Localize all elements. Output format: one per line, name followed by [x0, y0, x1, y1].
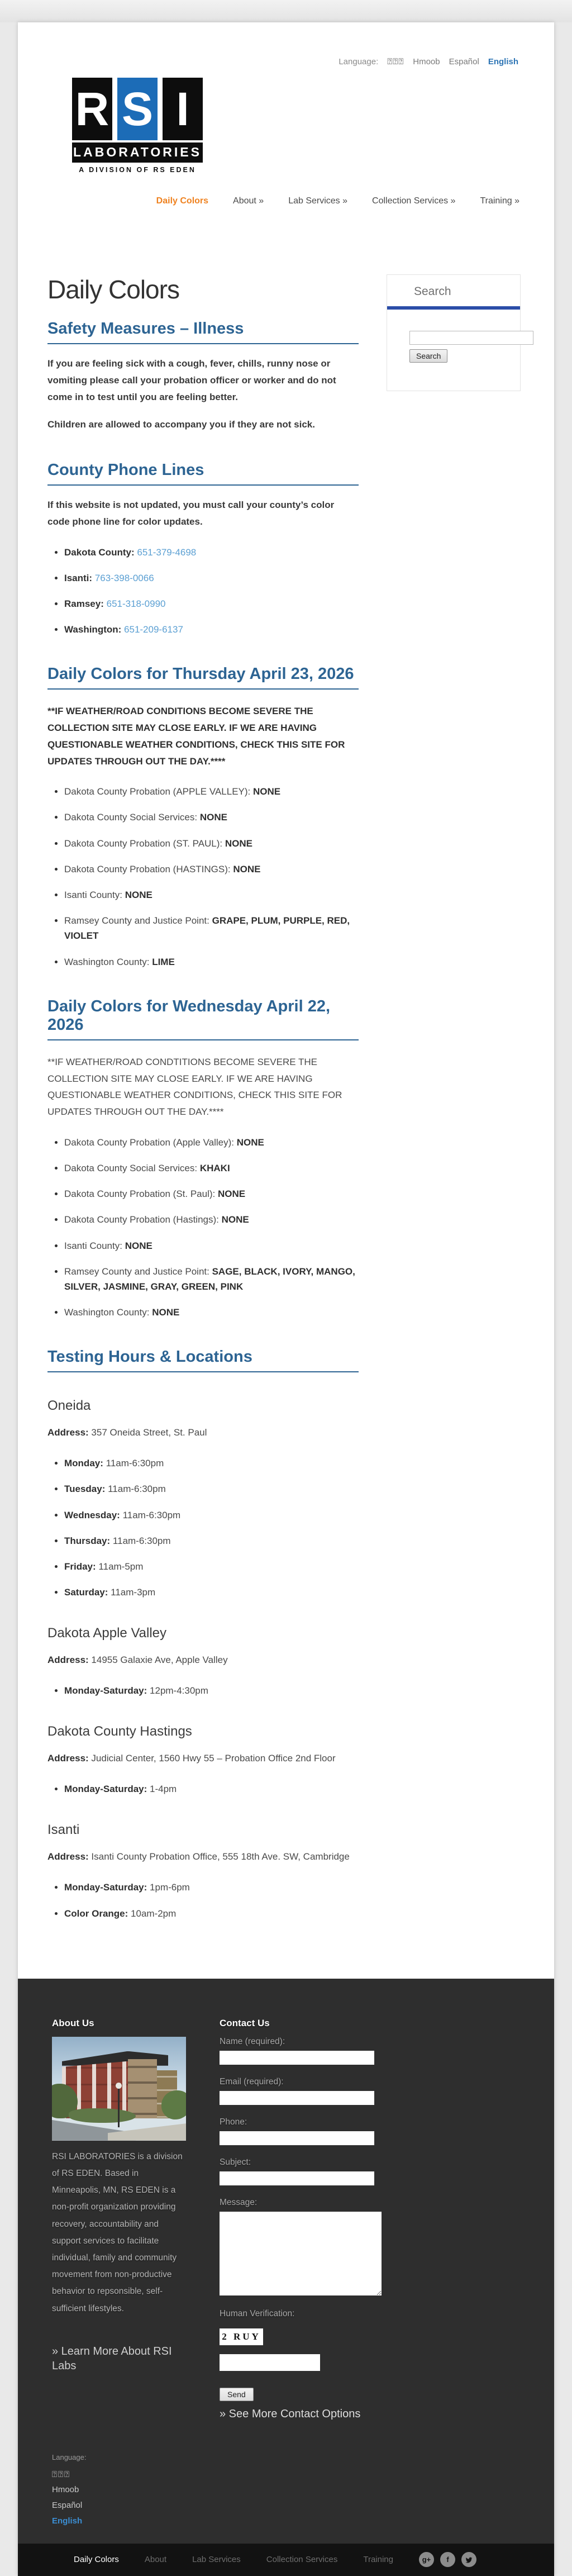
color-value: KHAKI	[199, 1162, 230, 1173]
site-label: Dakota County Probation (ST. PAUL):	[64, 838, 223, 849]
section-title-wednesday: Daily Colors for Wednesday April 22, 2026	[47, 997, 359, 1040]
phone-link[interactable]: 651-318-0990	[106, 598, 166, 609]
site-label: Isanti County:	[64, 890, 122, 900]
county-name: Dakota County:	[64, 546, 135, 558]
phone-link[interactable]: 651-209-6137	[124, 624, 183, 635]
color-item	[64, 1305, 359, 1320]
building-photo	[52, 2037, 186, 2141]
logo-letter-s: S	[117, 78, 158, 140]
hours-item	[64, 1508, 359, 1523]
hours-item	[64, 1585, 359, 1600]
hours-item	[64, 1683, 359, 1698]
address-value: 357 Oneida Street, St. Paul	[91, 1427, 207, 1438]
captcha-input[interactable]	[220, 2354, 320, 2371]
bottom-nav-about[interactable]: About	[144, 2555, 167, 2565]
county-name: Washington:	[64, 624, 122, 635]
site-label: Dakota County Social Services:	[64, 812, 198, 823]
wednesday-weather-warning: **IF WEATHER/ROAD CONDTITIONS BECOME SEVERE THE COLLECTION SITE MAY CLOSE EARLY. IF WE ARE HAVING QUESTIONABLE WEATHER CONDITIONS, CHECK THIS SITE FOR UPDATES THROUGH OUT THE DAY.****	[47, 1056, 342, 1117]
footer-language-link-english[interactable]: English	[52, 2516, 83, 2526]
county-name: Isanti:	[64, 572, 93, 583]
contact-form	[220, 2037, 387, 2421]
color-item	[64, 784, 359, 799]
logo-letter-i: I	[163, 78, 203, 140]
message-label: Message:	[220, 2197, 258, 2207]
location-name-isanti: Isanti	[47, 1822, 80, 1838]
color-value: NONE	[152, 1307, 180, 1318]
address-label: Address:	[47, 1655, 89, 1666]
color-value: GRAPE, PLUM, PURPLE, RED, VIOLET	[64, 915, 350, 942]
photo-tree-right	[161, 2090, 186, 2119]
bottom-nav-training[interactable]: Training	[363, 2555, 393, 2565]
phone-item	[64, 571, 359, 586]
google-plus-icon[interactable]: g+	[419, 2552, 434, 2567]
color-item	[64, 1186, 359, 1201]
site-label: Isanti County:	[64, 1240, 122, 1251]
color-item	[64, 836, 359, 851]
color-value: NONE	[217, 1189, 246, 1200]
phone-label: Phone:	[220, 2117, 247, 2127]
location-name-dakota-apple-valley: Dakota Apple Valley	[47, 1626, 167, 1641]
page-card	[18, 22, 554, 2576]
hours-item	[64, 1781, 359, 1796]
color-value: NONE	[253, 786, 281, 797]
hours-value: 11am-5pm	[98, 1561, 144, 1572]
rsi-logo[interactable]	[72, 78, 203, 174]
location-address	[47, 1652, 359, 1669]
twitter-icon[interactable]	[461, 2552, 476, 2567]
footer-language-link-unrendered[interactable]: ⍰⍰⍰	[52, 2469, 71, 2479]
contact-us-title: Contact Us	[220, 2017, 270, 2028]
name-label: Name (required):	[220, 2036, 285, 2046]
hours-value: 12pm-4:30pm	[150, 1685, 208, 1696]
phone-link[interactable]: 651-379-4698	[137, 546, 197, 558]
site-label: Dakota County Probation (HASTINGS):	[64, 863, 231, 874]
hours-value: 1-4pm	[150, 1784, 177, 1795]
day-label: Friday:	[64, 1561, 96, 1572]
color-item	[64, 887, 359, 902]
footer-language-link-espanol[interactable]: Español	[52, 2501, 83, 2511]
thursday-color-list	[47, 784, 359, 969]
color-item	[64, 1161, 359, 1176]
location-address	[47, 1849, 359, 1865]
hours-list-apple-valley	[47, 1683, 359, 1698]
site-label: Dakota County Social Services:	[64, 1162, 198, 1173]
hours-item	[64, 1880, 359, 1895]
color-value: NONE	[125, 890, 152, 900]
email-field[interactable]	[220, 2091, 374, 2105]
phone-item	[64, 622, 359, 637]
subject-field[interactable]	[220, 2171, 374, 2185]
content-area	[18, 206, 554, 1979]
day-label: Saturday:	[64, 1587, 108, 1598]
hours-item	[64, 1559, 359, 1574]
about-us-text: RSI LABORATORIES is a division of RS EDEN. Based in Minneapolis, MN, RS EDEN is a non-profit organization providing recovery, accountability and support services to facilitate individual, family and community movement from non-productive behavior to repsonsible, self-sufficient lifestyles.	[52, 2151, 183, 2313]
logo-letter-r: R	[72, 78, 112, 140]
hours-value: 10am-2pm	[131, 1908, 177, 1919]
color-value: NONE	[236, 1137, 264, 1148]
county-phone-list	[47, 545, 359, 638]
section-title-safety: Safety Measures – Illness	[47, 320, 359, 344]
hours-list-oneida	[47, 1456, 359, 1600]
hours-list-hastings	[47, 1781, 359, 1796]
location-address	[47, 1751, 359, 1767]
thursday-weather-warning: **IF WEATHER/ROAD CONDITIONS BECOME SEVERE THE COLLECTION SITE MAY CLOSE EARLY. IF WE ARE HAVING QUESTIONABLE WEATHER CONDITIONS, CHECK THIS SITE FOR UPDATES THROUGH OUT THE DAY.****	[47, 706, 345, 767]
facebook-icon[interactable]: f	[440, 2552, 455, 2567]
site-label: Dakota County Probation (Hastings):	[64, 1214, 219, 1225]
address-value: Judicial Center, 1560 Hwy 55 – Probation Office 2nd Floor	[91, 1753, 336, 1764]
site-label: Dakota County Probation (APPLE VALLEY):	[64, 786, 251, 797]
section-title-county-phone-lines: County Phone Lines	[47, 461, 359, 486]
county-name: Ramsey:	[64, 598, 104, 609]
hours-list-isanti	[47, 1880, 359, 1921]
site-label: Washington County:	[64, 956, 150, 967]
phone-item	[64, 545, 359, 560]
rsi-logo-tiles	[72, 78, 203, 140]
day-label: Monday-Saturday:	[64, 1685, 147, 1696]
color-item	[64, 810, 359, 825]
subject-label: Subject:	[220, 2157, 251, 2167]
nav-lab-services[interactable]: Lab Services »	[288, 196, 348, 206]
hours-value: 11am-3pm	[111, 1587, 156, 1598]
search-input[interactable]	[409, 331, 533, 345]
color-item	[64, 954, 359, 969]
section-title-thursday: Daily Colors for Thursday April 23, 2026	[47, 665, 359, 690]
language-link-english[interactable]: English	[488, 57, 518, 66]
site-footer	[18, 1979, 554, 2544]
day-label: Wednesday:	[64, 1509, 120, 1520]
social-links	[419, 2552, 476, 2567]
location-name-oneida: Oneida	[47, 1398, 91, 1414]
about-us-title: About Us	[52, 2017, 94, 2028]
day-label: Color Orange:	[64, 1908, 128, 1919]
site-label: Ramsey County and Justice Point:	[64, 915, 209, 926]
phone-link[interactable]: 763-398-0066	[94, 572, 154, 583]
county-intro: If this website is not updated, you must call your county’s color code phone line for color updates.	[47, 500, 335, 527]
bottom-nav	[74, 2555, 393, 2564]
nav-daily-colors[interactable]: Daily Colors	[156, 196, 209, 206]
photo-bushes	[69, 2108, 136, 2123]
color-value: NONE	[221, 1214, 249, 1225]
site-label: Dakota County Probation (Apple Valley):	[64, 1137, 234, 1148]
language-link-hmoob[interactable]: Hmoob	[413, 57, 440, 66]
bottom-nav-daily-colors[interactable]: Daily Colors	[74, 2555, 119, 2565]
language-link-espanol[interactable]: Español	[449, 57, 479, 66]
nav-collection-services[interactable]: Collection Services »	[372, 196, 456, 206]
bottom-bar	[18, 2544, 554, 2576]
hours-item	[64, 1906, 359, 1921]
hours-value: 11am-6:30pm	[122, 1509, 181, 1520]
hours-item	[64, 1481, 359, 1496]
language-label: Language:	[339, 57, 379, 66]
hours-value: 1pm-6pm	[150, 1882, 190, 1893]
day-label: Monday-Saturday:	[64, 1882, 147, 1893]
color-item	[64, 1264, 359, 1294]
email-label: Email (required):	[220, 2076, 284, 2087]
see-more-contact-options-link[interactable]: » See More Contact Options	[220, 2407, 361, 2420]
site-label: Washington County:	[64, 1307, 150, 1318]
hours-item	[64, 1533, 359, 1548]
color-item	[64, 1212, 359, 1227]
photo-lamp-post	[118, 2088, 120, 2127]
color-item	[64, 913, 359, 943]
hours-value: 11am-6:30pm	[112, 1535, 171, 1546]
hours-value: 11am-6:30pm	[106, 1458, 164, 1469]
location-name-dakota-county-hastings: Dakota County Hastings	[47, 1724, 192, 1739]
day-label: Monday-Saturday:	[64, 1784, 147, 1795]
address-label: Address:	[47, 1851, 89, 1862]
footer-contact	[220, 2018, 387, 2421]
address-label: Address:	[47, 1427, 89, 1438]
search-widget-body	[387, 310, 520, 391]
bottom-nav-lab-services[interactable]: Lab Services	[192, 2555, 241, 2565]
nav-about[interactable]: About »	[233, 196, 264, 206]
nav-training[interactable]: Training »	[480, 196, 519, 206]
color-value: LIME	[152, 956, 175, 967]
footer-columns	[18, 2018, 554, 2421]
color-value: NONE	[199, 812, 227, 823]
footer-language-label: Language:	[52, 2453, 87, 2461]
day-label: Monday:	[64, 1458, 103, 1469]
day-label: Thursday:	[64, 1535, 111, 1546]
logo-tagline: A DIVISION OF RS EDEN	[79, 166, 196, 174]
sidebar	[387, 274, 521, 391]
footer-language-switcher	[52, 2453, 554, 2529]
search-widget-title: Search	[414, 285, 451, 298]
color-value: NONE	[225, 838, 253, 849]
address-label: Address:	[47, 1753, 89, 1764]
language-switcher	[18, 57, 554, 66]
message-field[interactable]	[220, 2212, 382, 2295]
hours-value: 11am-6:30pm	[108, 1484, 166, 1495]
footer-language-link-hmoob[interactable]: Hmoob	[52, 2485, 79, 2495]
page-title: Daily Colors	[47, 275, 179, 304]
wednesday-color-list	[47, 1135, 359, 1320]
section-title-testing-hours: Testing Hours & Locations	[47, 1348, 359, 1372]
color-item	[64, 1135, 359, 1150]
main-nav	[18, 196, 554, 206]
bottom-nav-collection-services[interactable]: Collection Services	[266, 2555, 338, 2565]
photo-side-facade	[128, 2059, 157, 2118]
location-address	[47, 1425, 359, 1441]
main-column	[47, 274, 359, 1932]
color-value: SAGE, BLACK, IVORY, MANGO, SILVER, JASMINE, GRAY, GREEN, PINK	[64, 1266, 355, 1292]
footer-about	[52, 2018, 186, 2421]
day-label: Tuesday:	[64, 1484, 106, 1495]
site-header	[18, 22, 554, 206]
hours-item	[64, 1456, 359, 1471]
safety-paragraph-1: If you are feeling sick with a cough, fever, chills, runny nose or vomiting please call your probation officer or worker and do not come in to test until you are feeling better.	[47, 358, 336, 402]
phone-field[interactable]	[220, 2131, 374, 2145]
language-link-unrendered[interactable]: ⍰⍰⍰	[387, 57, 404, 66]
color-item	[64, 862, 359, 877]
address-value: Isanti County Probation Office, 555 18th Ave. SW, Cambridge	[91, 1851, 350, 1862]
phone-item	[64, 596, 359, 611]
color-item	[64, 1238, 359, 1253]
address-value: 14955 Galaxie Ave, Apple Valley	[91, 1655, 228, 1666]
captcha-image: 2 RUY	[220, 2328, 263, 2345]
name-field[interactable]	[220, 2051, 374, 2065]
site-label: Dakota County Probation (St. Paul):	[64, 1189, 216, 1200]
site-label: Ramsey County and Justice Point:	[64, 1266, 209, 1277]
logo-laboratories-bar: LABORATORIES	[72, 142, 203, 163]
color-value: NONE	[233, 863, 261, 874]
learn-more-link[interactable]: » Learn More About RSI Labs	[52, 2345, 172, 2372]
search-button[interactable]: Search	[409, 349, 447, 363]
human-verification-label: Human Verification:	[220, 2308, 295, 2318]
safety-paragraph-2: Children are allowed to accompany you if they are not sick.	[47, 419, 315, 430]
search-widget	[387, 274, 521, 391]
color-value: NONE	[125, 1240, 152, 1251]
page-top-band	[0, 0, 572, 22]
send-button[interactable]: Send	[220, 2388, 254, 2401]
